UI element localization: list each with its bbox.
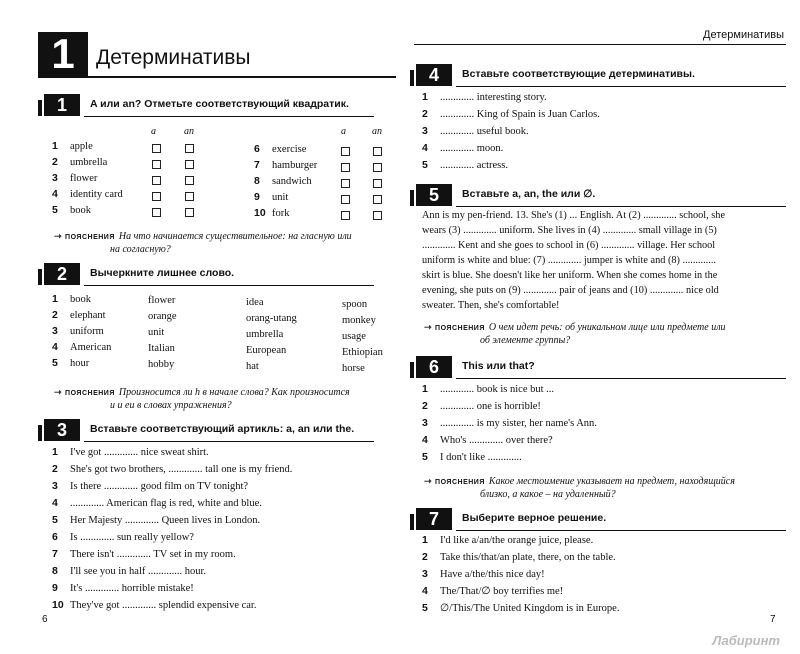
checkbox-a[interactable] [341, 163, 350, 172]
hint-tag: ⇾ ПОЯСНЕНИЯ [54, 390, 115, 397]
ex6-item: 1 ............. book is nice but ... [422, 383, 555, 395]
exercise-6-hint-line2: близко, а какое – на удаленный? [480, 489, 616, 500]
exercise-5-hint-line2: об элементе группы? [480, 335, 571, 346]
exercise-3-number: 3 [44, 419, 80, 441]
ex3-item: 5 Her Majesty ............. Queen lives in London. [52, 514, 261, 526]
running-head-rule [414, 44, 786, 45]
ex1-item: 7 hamburger [254, 159, 318, 171]
exercise-5-number: 5 [416, 184, 452, 206]
ex2-word: usage [342, 331, 366, 342]
exercise-5-text [422, 208, 774, 313]
ex2-word: spoon [342, 299, 368, 310]
ex1-item: 3 flower [52, 172, 98, 184]
ex3-item: 2 She's got two brothers, ............. tall one is my friend. [52, 463, 293, 475]
running-head: Детерминативы [703, 29, 784, 41]
ex2-row: 2 elephant [52, 309, 106, 321]
exercise-3-instruction: Вставьте соответствующий артикль: a, an или the. [90, 423, 355, 435]
ex2-row: 5 hour [52, 357, 90, 369]
col-header-a-2: a [341, 126, 346, 137]
exercise-1-header [44, 94, 374, 116]
ex6-item: 2 ............. one is horrible! [422, 400, 541, 412]
ex4-item: 4 ............. moon. [422, 142, 504, 154]
ex2-word: flower [148, 295, 176, 306]
ex2-word: Ethiopian [342, 347, 383, 358]
exercise-2-instruction: Вычеркните лишнее слово. [90, 267, 235, 279]
ex2-row: 1 book [52, 293, 91, 305]
unit-title: Детерминативы [96, 46, 251, 69]
page-number-left: 6 [42, 614, 48, 625]
hint-tag: ⇾ ПОЯСНЕНИЯ [424, 325, 485, 332]
ex3-item: 1 I've got ............. nice sweat shirt. [52, 446, 209, 458]
right-page [400, 0, 800, 654]
ex2-word: orange [148, 311, 177, 322]
exercise-1-number: 1 [44, 94, 80, 116]
checkbox-a[interactable] [152, 208, 161, 217]
checkbox-an[interactable] [373, 147, 382, 156]
page-number-right: 7 [770, 614, 776, 625]
exercise-6-number: 6 [416, 356, 452, 378]
exercise-2-header [44, 263, 374, 285]
ex1-item: 1 apple [52, 140, 93, 152]
ex7-item: 3 Have a/the/this nice day! [422, 568, 545, 580]
ex1-item: 4 identity card [52, 188, 123, 200]
ex7-item: 5 ∅/This/The United Kingdom is in Europe. [422, 602, 620, 614]
exercise-7-number: 7 [416, 508, 452, 530]
ex1-item: 8 sandwich [254, 175, 312, 187]
checkbox-a[interactable] [152, 192, 161, 201]
ex6-item: 3 ............. is my sister, her name's Ann. [422, 417, 597, 429]
ex3-item: 6 Is ............. sun really yellow? [52, 531, 194, 543]
ex5-line: wears (3) ............. uniform. She lives in (4) ............. small village in (5) [422, 225, 717, 236]
ex6-item: 5 I don't like ............. [422, 451, 522, 463]
exercise-6-hint: ⇾ ПОЯСНЕНИЯ Какое местоимение указывает на предмет, находящийся [424, 474, 735, 490]
ex2-row: 3 uniform [52, 325, 104, 337]
exercise-4-header [416, 64, 786, 86]
ex2-word: orang-utang [246, 313, 297, 324]
exercise-5-header [416, 184, 786, 206]
exercise-4-rule [456, 86, 786, 87]
ex2-word: European [246, 345, 287, 356]
ex1-item: 5 book [52, 204, 91, 216]
checkbox-an[interactable] [185, 160, 194, 169]
exercise-5-instruction: Вставьте a, an, the или ∅. [462, 188, 596, 200]
ex6-item: 4 Who's ............. over there? [422, 434, 553, 446]
ex5-line: evening, she puts on (9) ............. pair of jeans and (10) ............. nice old [422, 285, 719, 296]
col-header-an: an [184, 126, 194, 137]
checkbox-an[interactable] [373, 163, 382, 172]
unit-number-box: 1 [38, 32, 88, 76]
unit-title-rule [38, 76, 396, 78]
ex3-item: 9 It's ............. horrible mistake! [52, 582, 194, 594]
exercise-1-hint-line2: на согласную? [110, 244, 171, 255]
ex1-item: 6 exercise [254, 143, 307, 155]
exercise-2-hint: ⇾ ПОЯСНЕНИЯ Произносится ли h в начале слова? Как произносится [54, 385, 350, 401]
ex2-word: horse [342, 363, 365, 374]
exercise-6-header [416, 356, 786, 378]
exercise-2-rule [84, 285, 374, 286]
exercise-5-hint: ⇾ ПОЯСНЕНИЯ О чем идет речь: об уникальном лице или предмете или [424, 320, 726, 336]
ex5-line: uniform is white and blue: (7) ............. jumper is white and (8) ............. [422, 255, 716, 266]
ex5-line: sweater. Then, she's comfortable! [422, 300, 560, 311]
ex3-item: 10 They've got ............. splendid expensive car. [52, 599, 257, 611]
ex3-item: 4 ............. American flag is red, white and blue. [52, 497, 262, 509]
ex7-item: 1 I'd like a/an/the orange juice, please. [422, 534, 594, 546]
ex2-word: Italian [148, 343, 175, 354]
exercise-3-header [44, 419, 374, 441]
exercise-2-number: 2 [44, 263, 80, 285]
exercise-1-instruction: A или an? Отметьте соответствующий квадратик. [90, 98, 349, 110]
ex3-item: 7 There isn't ............. TV set in my room. [52, 548, 236, 560]
exercise-6-instruction: This или that? [462, 360, 535, 372]
checkbox-a[interactable] [341, 147, 350, 156]
exercise-7-instruction: Выберите верное решение. [462, 512, 607, 524]
checkbox-an[interactable] [373, 195, 382, 204]
col-header-an-2: an [372, 126, 382, 137]
ex3-item: 3 Is there ............. good film on TV tonight? [52, 480, 249, 492]
ex2-word: hat [246, 361, 259, 372]
checkbox-an[interactable] [373, 179, 382, 188]
ex5-line: skirt is blue. She doesn't like her uniform. When she comes home in the [422, 270, 718, 281]
checkbox-a[interactable] [152, 176, 161, 185]
exercise-4-number: 4 [416, 64, 452, 86]
ex1-item: 10 fork [254, 207, 290, 219]
checkbox-a[interactable] [341, 211, 350, 220]
exercise-6-rule [456, 378, 786, 379]
ex2-word: monkey [342, 315, 376, 326]
labirint-logo: Лабиринт [712, 633, 780, 648]
checkbox-an[interactable] [185, 192, 194, 201]
checkbox-a[interactable] [152, 144, 161, 153]
ex7-item: 2 Take this/that/an plate, there, on the table. [422, 551, 616, 563]
exercise-3-rule [84, 441, 374, 442]
hint-tag: ⇾ ПОЯСНЕНИЯ [424, 479, 485, 486]
ex2-word: unit [148, 327, 165, 338]
ex1-item: 9 unit [254, 191, 289, 203]
exercise-7-header [416, 508, 786, 530]
exercise-1-hint: ⇾ ПОЯСНЕНИЯ На что начинается существительное: на гласную или [54, 229, 352, 245]
exercise-1-rule [84, 116, 374, 117]
exercise-2-hint-line2: u и eu в словах упражнения? [110, 400, 232, 411]
exercise-4-instruction: Вставьте соответствующие детерминативы. [462, 68, 695, 80]
exercise-7-rule [456, 530, 786, 531]
ex3-item: 8 I'll see you in half ............. hour. [52, 565, 207, 577]
exercise-5-rule [456, 206, 786, 207]
hint-tag: ⇾ ПОЯСНЕНИЯ [54, 234, 115, 241]
ex2-word: umbrella [246, 329, 284, 340]
ex4-item: 1 ............. interesting story. [422, 91, 547, 103]
ex4-item: 2 ............. King of Spain is Juan Carlos. [422, 108, 600, 120]
ex2-word: hobby [148, 359, 175, 370]
ex4-item: 5 ............. actress. [422, 159, 508, 171]
checkbox-an[interactable] [185, 176, 194, 185]
checkbox-an[interactable] [373, 211, 382, 220]
checkbox-an[interactable] [185, 208, 194, 217]
checkbox-a[interactable] [341, 179, 350, 188]
ex5-line: ............. Kent and she goes to school in (6) ............. village. Her school [422, 240, 716, 251]
col-header-a: a [151, 126, 156, 137]
checkbox-an[interactable] [185, 144, 194, 153]
ex5-line: Ann is my pen-friend. 13. She's (1) ... English. At (2) ............. school, she [422, 210, 726, 221]
checkbox-a[interactable] [152, 160, 161, 169]
ex2-row: 4 American [52, 341, 112, 353]
ex4-item: 3 ............. useful book. [422, 125, 529, 137]
ex2-word: idea [246, 297, 264, 308]
ex7-item: 4 The/That/∅ boy terrifies me! [422, 585, 564, 597]
checkbox-a[interactable] [341, 195, 350, 204]
ex1-item: 2 umbrella [52, 156, 108, 168]
